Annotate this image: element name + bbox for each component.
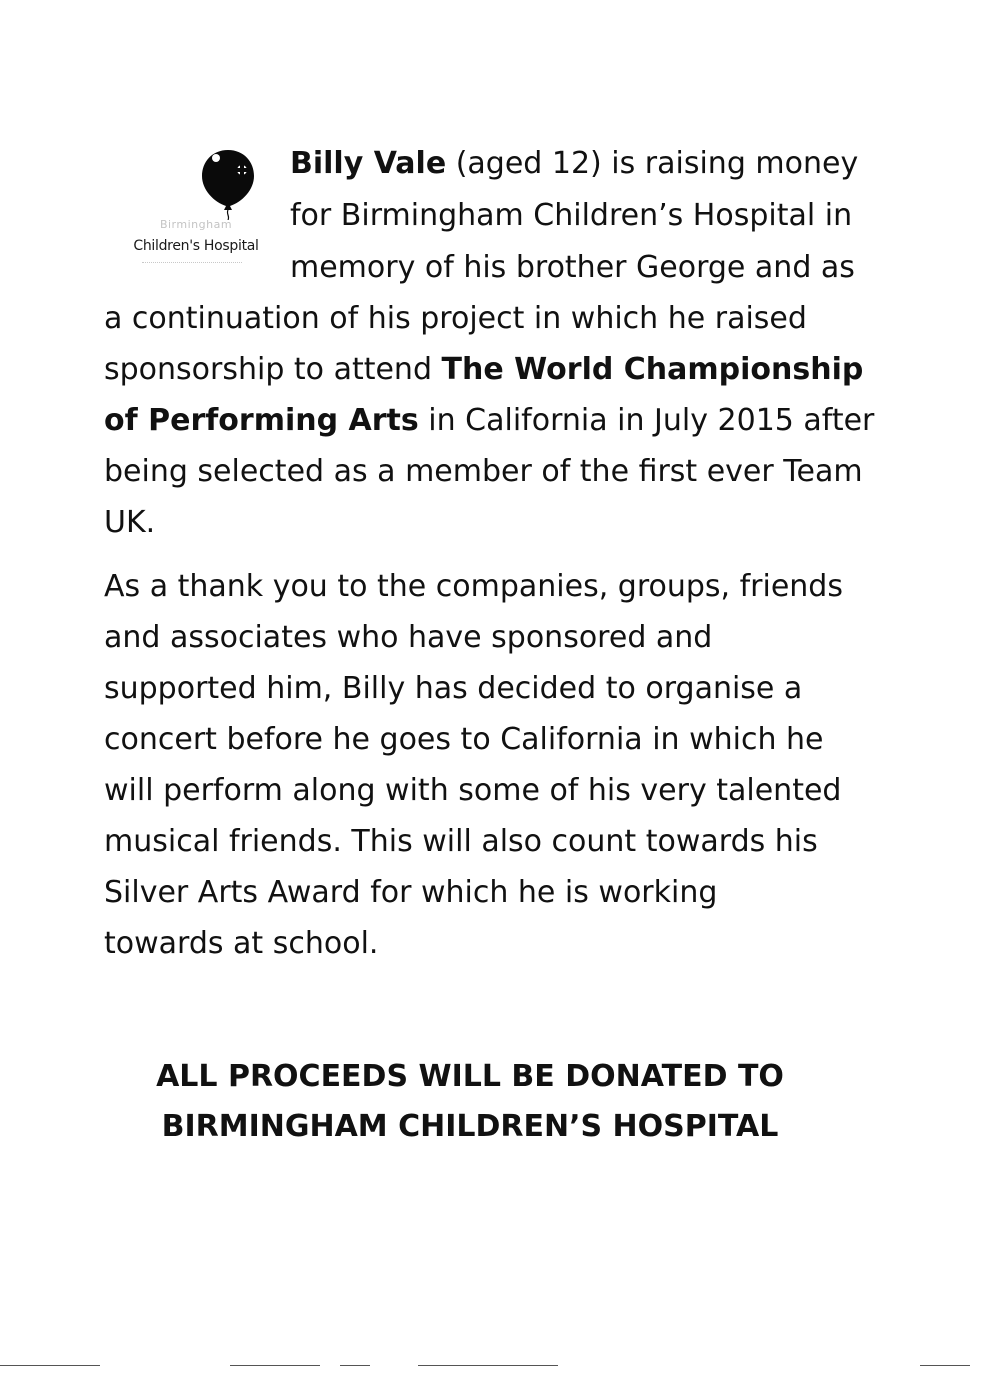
logo-hospital-name: Children's Hospital [133, 238, 259, 254]
footer-rule [340, 1365, 370, 1366]
intro-body-text-b: in California in July 2015 after being selected as a member of the first ever Team UK. [104, 403, 875, 540]
event-name: The World Championship of Performing Arts [104, 352, 864, 438]
footer-rule [230, 1365, 320, 1366]
closing-line-2: BIRMINGHAM CHILDREN’S HOSPITAL [161, 1109, 779, 1144]
hospital-logo [112, 148, 280, 268]
intro-line-1 [290, 138, 858, 189]
closing-line-1: ALL PROCEEDS WILL BE DONATED TO [156, 1059, 784, 1094]
logo-faint-text: Birmingham [159, 218, 233, 231]
intro-line-3: memory of his brother George and as [290, 250, 855, 285]
footer-rule [418, 1365, 558, 1366]
balloon-icon [198, 148, 258, 220]
footer-rule [920, 1365, 970, 1366]
intro-body-text-a: a continuation of his project in which he raised sponsorship to attend [104, 301, 807, 387]
intro-line-2: for Birmingham Children’s Hospital in [290, 198, 853, 233]
intro-line-1-text: (aged 12) is raising money [446, 146, 859, 181]
footer-rule [0, 1365, 100, 1366]
closing-statement [0, 1052, 940, 1152]
intro-name: Billy Vale [290, 146, 447, 181]
intro-body [104, 293, 884, 548]
logo-divider [142, 262, 242, 263]
thank-you-paragraph: As a thank you to the companies, groups, friends and associates who have sponsored and supported him, Billy has decided to organise a concert before he goes to California in which he will perform along with some of his very talented musical friends. This will also count towards his Silver Arts Award for which he is working towards at school. [104, 569, 843, 961]
